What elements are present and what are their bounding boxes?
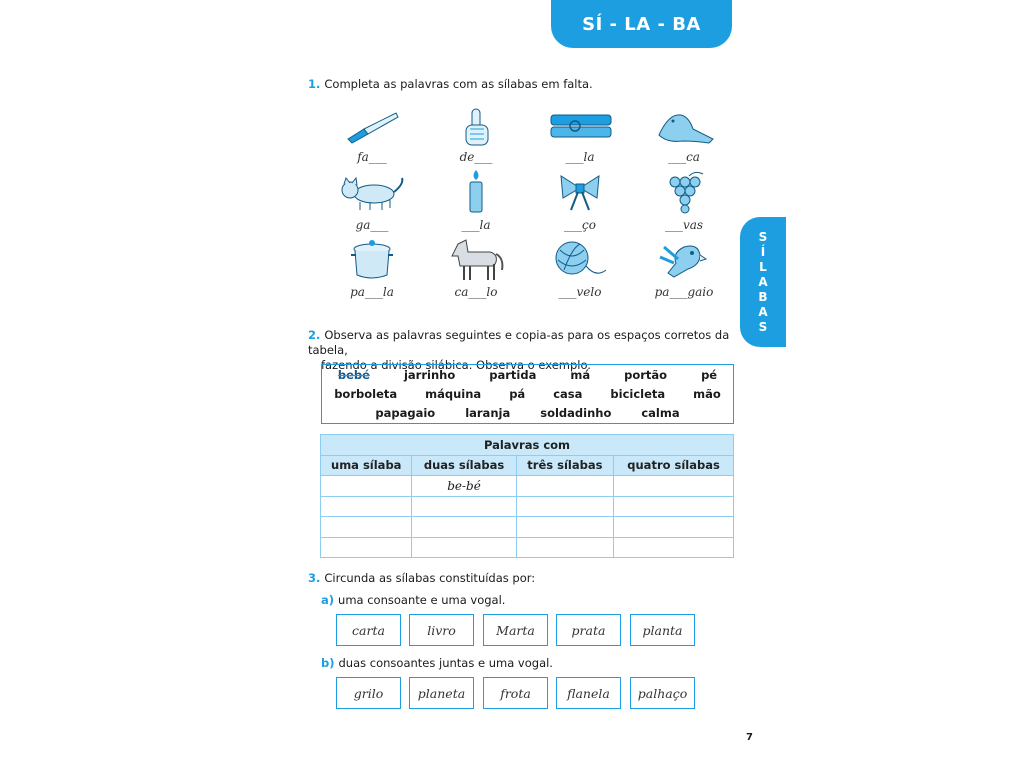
word-caption: ___vas [664, 218, 704, 232]
table-row [321, 537, 734, 558]
sub-question-a [321, 593, 505, 607]
word-box[interactable]: flanela [556, 677, 621, 709]
side-tab-letter: S [758, 320, 768, 334]
word-caption: fa___ [357, 150, 387, 164]
word-item: pá [509, 387, 526, 401]
question-text-line1: Observa as palavras seguintes e copia-as para os espaços corretos da tabela, [308, 328, 730, 357]
candle-icon [436, 166, 516, 218]
sub-question-label: b) [321, 656, 335, 670]
word-box[interactable]: Marta [483, 614, 548, 646]
word-item-example: bebé [337, 368, 370, 382]
word-caption: pa___gaio [654, 285, 714, 299]
word-caption: ga___ [355, 218, 389, 232]
question-number: 2. [308, 328, 321, 342]
word-box[interactable]: planeta [409, 677, 474, 709]
table-cell[interactable] [614, 496, 734, 517]
table-cell[interactable] [516, 537, 614, 558]
table-cell[interactable] [321, 496, 412, 517]
table-cell[interactable] [321, 476, 412, 497]
word-item: soldadinho [540, 406, 612, 420]
side-tab-letter: A [758, 305, 768, 319]
table-cell[interactable] [516, 496, 614, 517]
cat-icon [332, 166, 412, 218]
question-1 [308, 77, 593, 92]
word-box[interactable]: carta [336, 614, 401, 646]
bow-icon [540, 166, 620, 218]
table-cell[interactable] [412, 537, 516, 558]
grapes-icon [644, 166, 724, 218]
page-number: 7 [746, 732, 753, 743]
word-caption: ca___lo [454, 285, 498, 299]
table-cell[interactable] [412, 517, 516, 538]
table-row [321, 517, 734, 538]
seal-icon [644, 101, 724, 153]
question-text: Circunda as sílabas constituídas por: [324, 571, 536, 585]
table-cell[interactable] [321, 517, 412, 538]
word-item: portão [624, 368, 668, 382]
horse-icon [436, 234, 516, 286]
word-item: papagaio [375, 406, 436, 420]
question-text: Completa as palavras com as sílabas em falta. [324, 77, 593, 91]
clothespin-icon [540, 101, 620, 153]
finger-icon [436, 101, 516, 153]
question-text-line2: fazendo a divisão silábica. Observa o exemplo. [321, 358, 591, 372]
word-item: jarrinho [403, 368, 456, 382]
table-title: Palavras com [321, 435, 734, 456]
word-item: casa [553, 387, 583, 401]
side-tab-letter: B [758, 290, 768, 304]
column-header: uma sílaba [321, 455, 412, 476]
word-caption: ___la [565, 150, 595, 164]
word-box[interactable]: livro [409, 614, 474, 646]
word-caption: de___ [459, 150, 493, 164]
word-box[interactable]: prata [556, 614, 621, 646]
pot-icon [332, 234, 412, 286]
question-3 [308, 571, 535, 586]
word-box[interactable]: planta [630, 614, 695, 646]
word-item: pé [701, 368, 718, 382]
knife-icon [332, 101, 412, 153]
chapter-title-tab [551, 0, 732, 48]
question-number: 3. [308, 571, 321, 585]
word-item: borboleta [334, 387, 398, 401]
syllable-table [320, 434, 734, 558]
side-tab-letter: L [759, 260, 767, 274]
table-row [321, 496, 734, 517]
sub-question-text: duas consoantes juntas e uma vogal. [338, 656, 553, 670]
table-cell[interactable] [516, 476, 614, 497]
side-tab-letter: A [758, 275, 768, 289]
word-caption: pa___la [350, 285, 394, 299]
word-caption: ___ca [668, 150, 700, 164]
word-caption: ___velo [558, 285, 602, 299]
table-cell[interactable] [614, 517, 734, 538]
sub-question-label: a) [321, 593, 335, 607]
word-item: máquina [425, 387, 482, 401]
word-item: laranja [465, 406, 511, 420]
side-tab-letter: Í [760, 245, 766, 259]
word-item: calma [641, 406, 680, 420]
word-caption: ___ço [564, 218, 596, 232]
word-bank [321, 364, 734, 424]
word-box[interactable]: frota [483, 677, 548, 709]
column-header: quatro sílabas [614, 455, 734, 476]
word-box[interactable]: palhaço [630, 677, 695, 709]
table-cell[interactable] [614, 537, 734, 558]
table-row [321, 476, 734, 497]
word-box[interactable]: grilo [336, 677, 401, 709]
yarn-ball-icon [540, 234, 620, 286]
column-header: duas sílabas [412, 455, 516, 476]
word-item: mão [693, 387, 721, 401]
question-number: 1. [308, 77, 321, 91]
side-section-tab [740, 217, 786, 347]
sub-question-b [321, 656, 553, 670]
word-item: partida [489, 368, 537, 382]
column-header: três sílabas [516, 455, 614, 476]
word-bank-row [322, 406, 733, 420]
word-item: má [570, 368, 591, 382]
word-bank-row [322, 387, 733, 401]
chapter-title: SÍ - LA - BA [582, 13, 701, 35]
parrot-icon [644, 234, 724, 286]
table-cell[interactable] [516, 517, 614, 538]
word-bank-row [322, 368, 733, 382]
table-cell[interactable] [321, 537, 412, 558]
table-cell-example: be-bé [412, 476, 516, 497]
word-item: bicicleta [610, 387, 666, 401]
table-cell[interactable] [614, 476, 734, 497]
table-cell[interactable] [412, 496, 516, 517]
sub-question-text: uma consoante e uma vogal. [338, 593, 506, 607]
word-caption: ___la [461, 218, 491, 232]
side-tab-letter: S [758, 230, 768, 244]
